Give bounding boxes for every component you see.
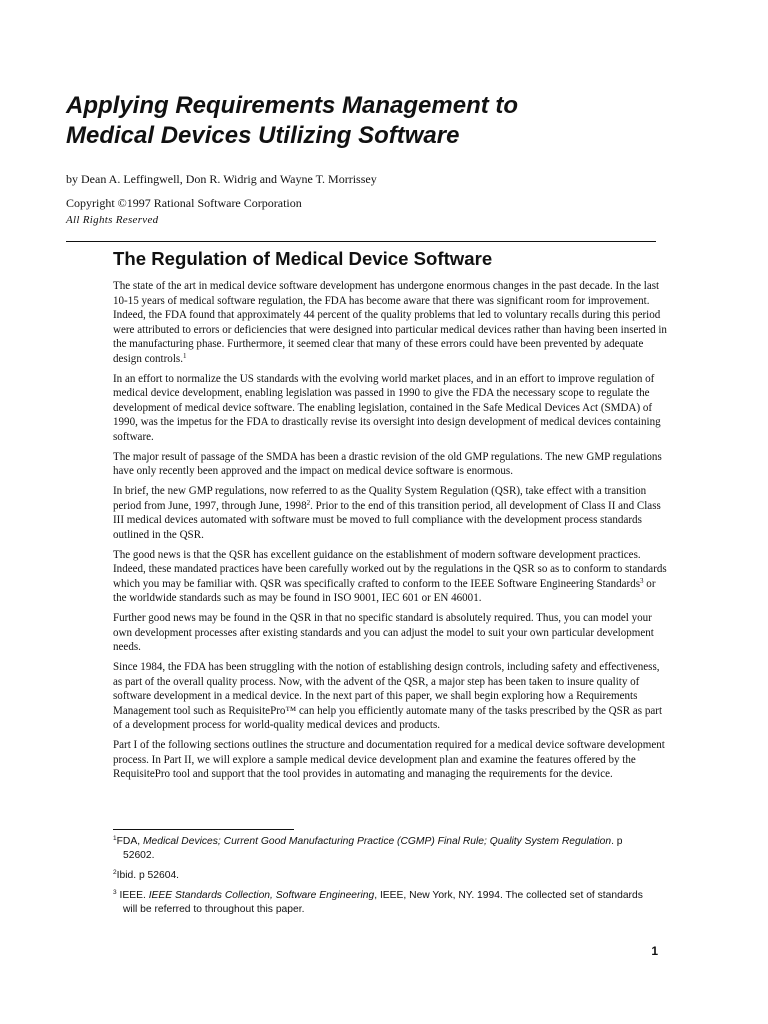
- paragraph: Part I of the following sections outlines the structure and documentation required for a medical device software development process. In Part II, we will explore a sample medical device development plan and examine the features offered by the RequisitePro tool and support that the tool provides in automating and managing the requirements for the device.: [113, 739, 665, 780]
- title-line-2: Medical Devices Utilizing Software: [66, 122, 460, 149]
- authors: by Dean A. Leffingwell, Don R. Widrig and Wayne T. Morrissey: [66, 172, 377, 186]
- paragraph: Since 1984, the FDA has been struggling with the notion of establishing design controls, including safety and effectiveness, as part of the overall quality process. Now, with the advent of the QSR, a major step has been taken to insure quality of software development in a medical device. In the next part of this paper, we shall begin exploring how a Requirements Management tool such as RequisitePro™ can help you efficiently automate many of the tasks prescribed by the QSR as part of a development process for world-quality medical devices and products.: [113, 661, 663, 731]
- body-text: [113, 279, 669, 787]
- paragraph: The good news is that the QSR has excellent guidance on the establishment of modern software development practices. Indeed, these mandated practices have been carefully worked out by the regulations in the QSR so as to conform to standards which you may be familiar with. QSR was specifically crafted to conform to the IEEE Software Engineering Standards$^3$ or the worldwide standards such as may be found in ISO 9001, IEC 601 or EN 46001.: [113, 548, 667, 604]
- paragraph: The major result of passage of the SMDA has been a drastic revision of the old GMP regulations. The new GMP regulations have only recently been approved and the impact on medical device software is enormous.: [113, 450, 662, 477]
- footnote-ref: 3: [640, 576, 644, 585]
- footnote-3: $^3$ IEEE. IEEE Standards Collection, Software Engineering, IEEE, New York, NY. 1994. The collected set of standards will be referred to throughout this paper.: [113, 889, 643, 915]
- paragraph: In an effort to normalize the US standards with the evolving world market places, and in an effort to improve regulation of medical device development, enabling legislation was passed in 1990 to give the FDA the necessary scope to regulate the development of medical device software. The enabling legislation, contained in the Safe Medical Devices Act (SMDA) of 1990, was the impetus for the FDA to drastically revise its oversight into design development of medical devices containing software.: [113, 372, 661, 443]
- rights-reserved: All Rights Reserved: [66, 214, 159, 226]
- title-line-1: Applying Requirements Management to: [66, 92, 519, 119]
- footnotes: [113, 835, 653, 923]
- section-heading: The Regulation of Medical Device Software: [113, 248, 493, 269]
- paragraph: In brief, the new GMP regulations, now referred to as the Quality System Regulation (QSR), take effect with a transition period from June, 1997, through June, 1998$^2$. Prior to the end of this transition period, all development of Class II and Class III medical devices automated with software must be moved to full compliance with the development process standards outlined in the QSR.: [113, 485, 661, 541]
- footnote-1: $^1$FDA, Medical Devices; Current Good Manufacturing Practice (CGMP) Final Rule; Quality System Regulation. p 52602.: [113, 835, 623, 861]
- paragraph: Further good news may be found in the QSR in that no specific standard is absolutely required. Thus, you can model your own development processes after existing standards and you can adjust the model to suit your own particular development needs.: [113, 612, 654, 653]
- footnote-ref: 1: [182, 351, 187, 360]
- footnote-ref: 2: [306, 498, 311, 507]
- byline: [66, 172, 377, 237]
- header-rule: [66, 241, 656, 242]
- copyright: Copyright ©1997 Rational Software Corporation: [66, 196, 302, 210]
- page-number: 1: [651, 944, 658, 958]
- document-title: [66, 91, 706, 151]
- footnote-rule: [113, 829, 294, 830]
- paragraph: The state of the art in medical device software development has undergone enormous changes in the past decade. In the last 10-15 years of medical software regulation, the FDA has become aware that there was significant room for improvement. Indeed, the FDA found that approximately 44 percent of the quality problems that led to voluntary recalls during this period were attributed to errors or deficiencies that were designed into particular medical devices rather than having been inserted in the manufacturing phase. Furthermore, it seemed clear that many of these errors could have been prevented by adequate design controls.$^1$: [113, 280, 667, 365]
- footnote-2: $^2$Ibid. p 52604.: [113, 869, 180, 881]
